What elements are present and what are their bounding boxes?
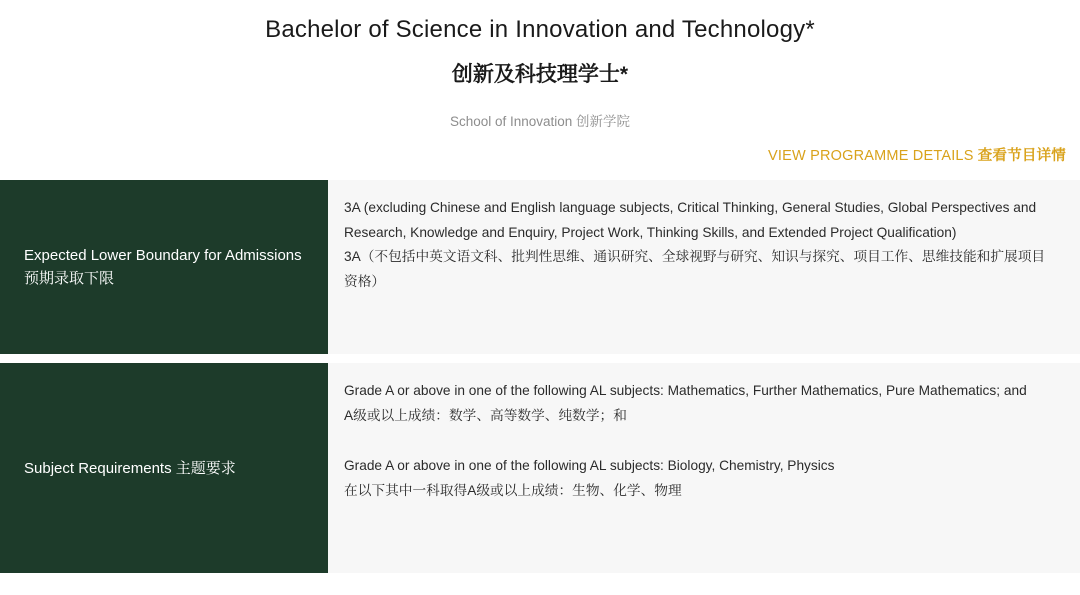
row-label-cell	[0, 363, 328, 573]
row-label-line-en: Expected Lower Boundary for Admissions	[24, 247, 302, 265]
row-body-paragraph-zh: A级或以上成绩：数学、高等数学、纯数学；和	[344, 407, 627, 423]
page-title-chinese: 创新及科技理学士*	[451, 63, 629, 87]
row-body-paragraph-zh-2: 在以下其中一科取得A级或以上成绩：生物、化学、物理	[344, 482, 682, 498]
paragraph-spacer	[344, 428, 1050, 454]
row-body-paragraph-en-2: Grade A or above in one of the following AL subjects: Biology, Chemistry, Physics	[344, 458, 835, 474]
page-title: Bachelor of Science in Innovation and Technology*	[265, 16, 815, 43]
row-label-line-en: Subject Requirements 主题要求	[24, 459, 236, 477]
row-body-cell	[328, 363, 1080, 573]
row-body-cell	[328, 180, 1080, 354]
table-row	[0, 180, 1080, 354]
view-programme-details-link[interactable]	[768, 148, 1066, 164]
details-link-label-zh: 查看节目详情	[977, 148, 1066, 165]
row-label-cell	[0, 180, 328, 354]
requirements-table	[0, 180, 1080, 573]
details-link-label-en: VIEW PROGRAMME DETAILS	[768, 148, 978, 165]
school-name: School of Innovation 创新学院	[449, 114, 631, 130]
row-body-paragraph-en: 3A (excluding Chinese and English language subjects, Critical Thinking, General Studies, Global Perspectives and Research, Knowledge and Enquiry, Project Work, Thinking Skills, and Extended Project Qualification)	[344, 200, 1037, 240]
row-label-line-zh: 预期录取下限	[24, 270, 115, 288]
row-body-paragraph-en: Grade A or above in one of the following AL subjects: Mathematics, Further Mathematics, Pure Mathematics; and	[344, 383, 1027, 399]
page-header	[0, 0, 1080, 130]
row-body-paragraph-zh: 3A（不包括中英文语文科、批判性思维、通识研究、全球视野与研究、知识与探究、项目工作、思维技能和扩展项目资格）	[344, 249, 1046, 289]
details-link-row	[0, 130, 1080, 165]
table-row	[0, 363, 1080, 573]
